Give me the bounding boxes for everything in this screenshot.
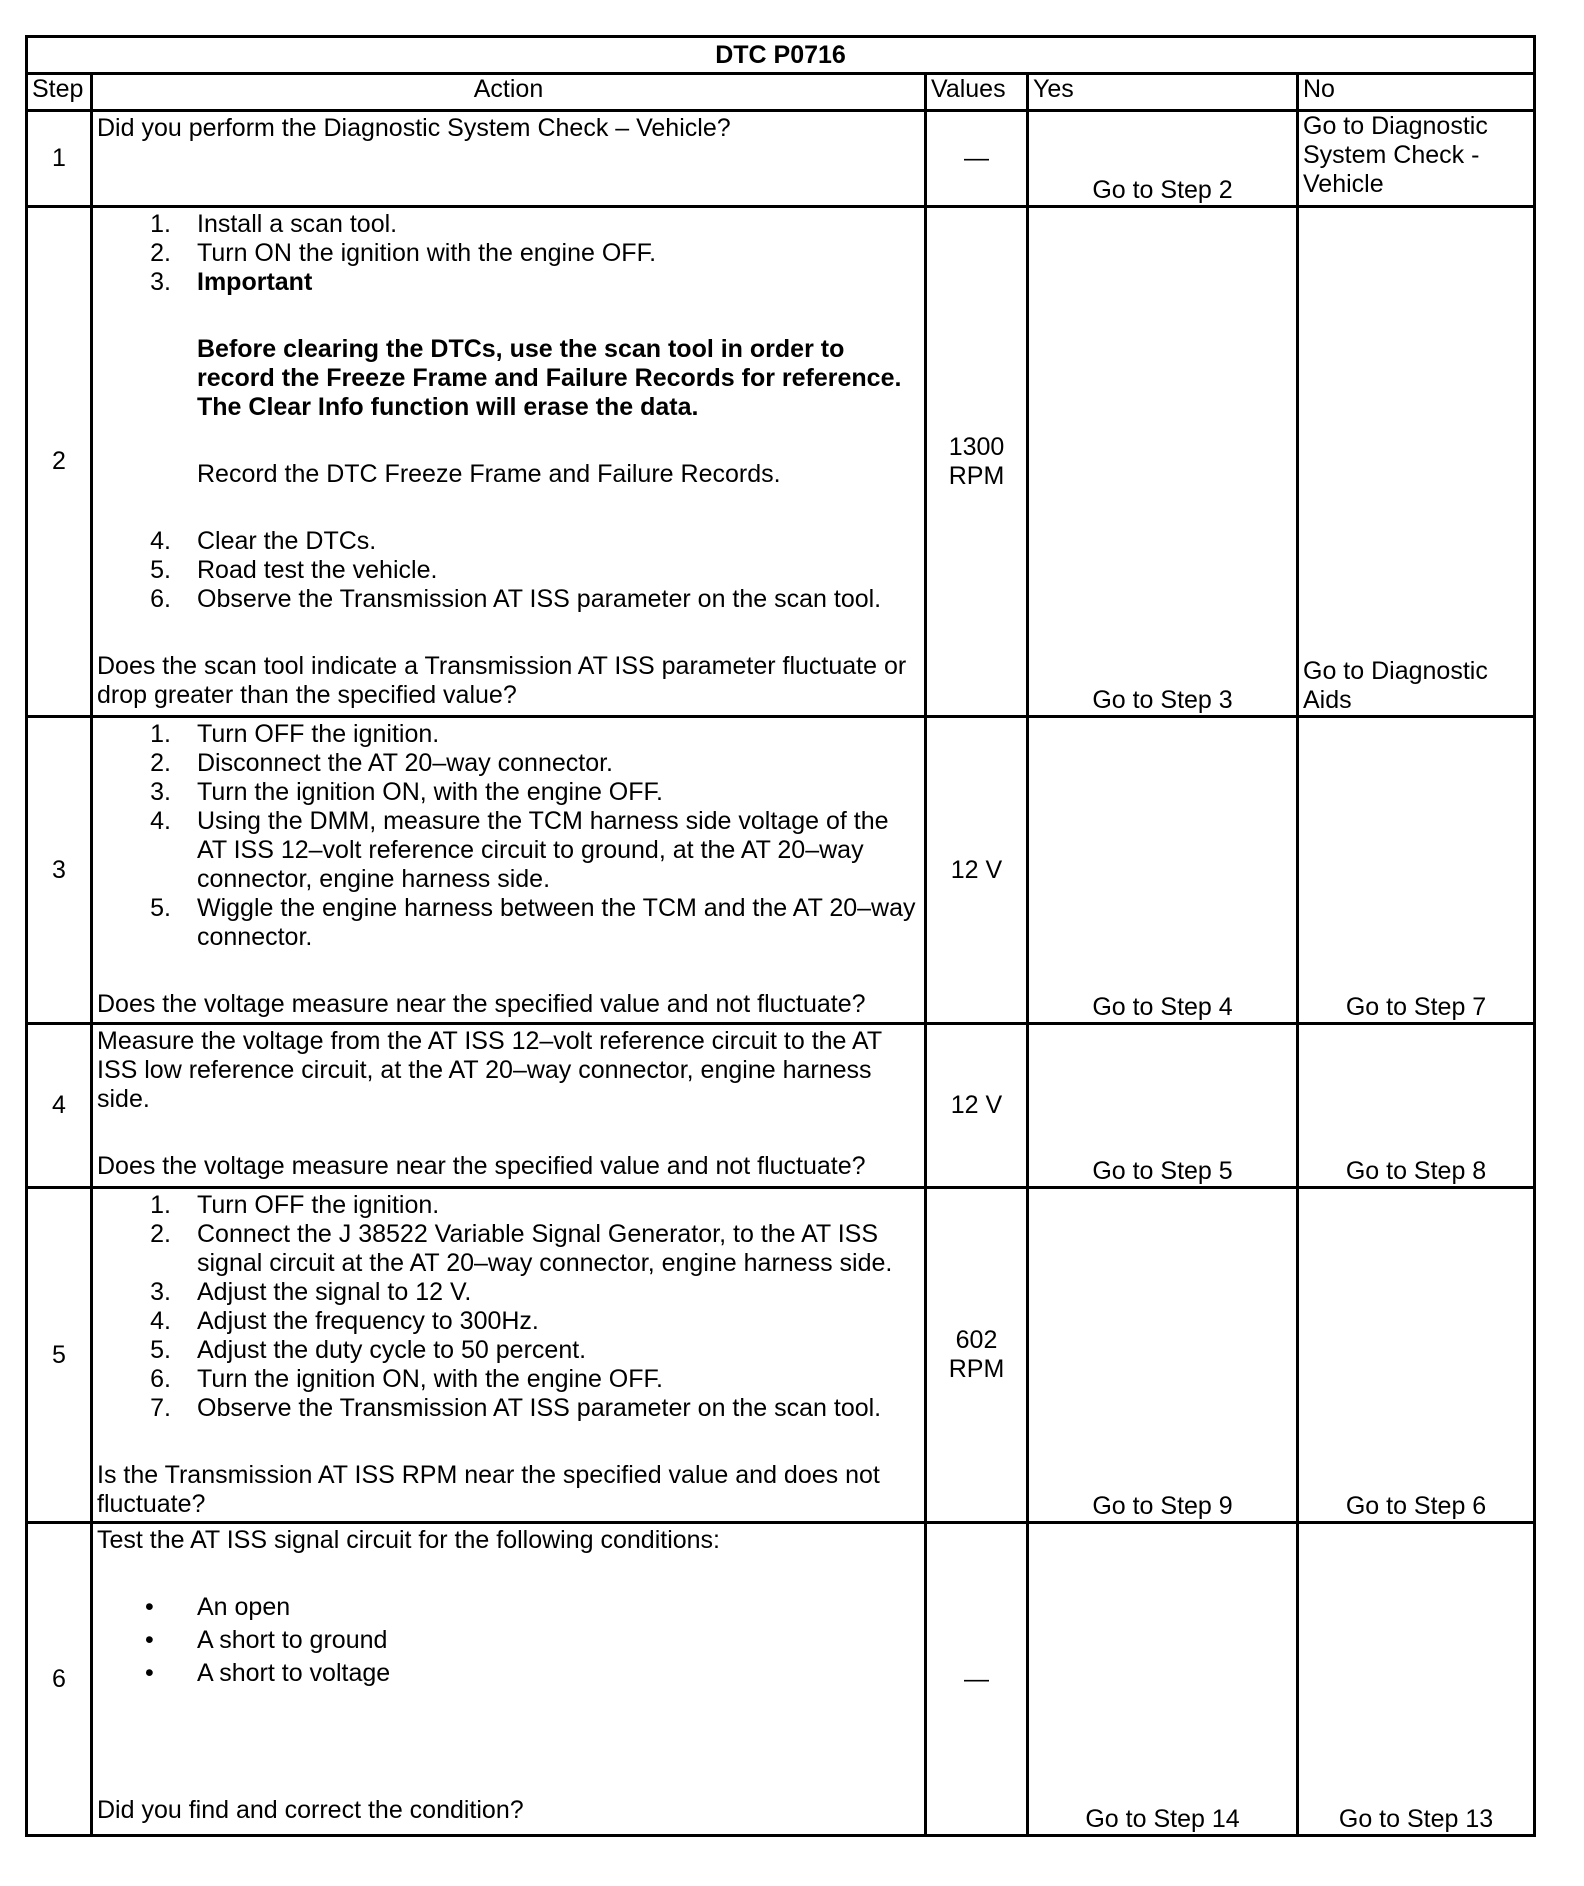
question-text: Does the scan tool indicate a Transmission AT ISS parameter fluctuate or drop greater than the specified value?: [97, 652, 907, 709]
step-number: 1: [27, 111, 92, 207]
no-link[interactable]: Go to Step 7: [1298, 717, 1535, 1024]
question-text: Does the voltage measure near the specified value and not fluctuate?: [97, 1152, 866, 1180]
step-number: 5: [27, 1188, 92, 1523]
list-item: 2. Turn ON the ignition with the engine OFF.: [150, 239, 657, 267]
list-item: 7. Observe the Transmission AT ISS parameter on the scan tool.: [150, 1394, 882, 1422]
table-row: [27, 1024, 1535, 1188]
value-cell: 12 V: [926, 1024, 1028, 1188]
step-number: 4: [27, 1024, 92, 1188]
action-steps: [97, 720, 920, 952]
table-row: [27, 717, 1535, 1024]
condition-list: [97, 1593, 920, 1688]
list-item: 6. Turn the ignition ON, with the engine OFF.: [150, 1365, 663, 1393]
value-cell: —: [926, 111, 1028, 207]
yes-link[interactable]: Go to Step 2: [1028, 111, 1298, 207]
action-steps: [97, 210, 920, 489]
no-link[interactable]: Go to Step 13: [1298, 1523, 1535, 1836]
value-cell: —: [926, 1523, 1028, 1836]
action-cell: [92, 1188, 926, 1523]
table-row: [27, 1523, 1535, 1836]
step-number: 6: [27, 1523, 92, 1836]
list-item: 3. Turn the ignition ON, with the engine OFF.: [150, 778, 663, 806]
table-row: [27, 111, 1535, 207]
header-step: Step: [27, 74, 92, 111]
yes-link[interactable]: Go to Step 3: [1028, 207, 1298, 717]
yes-link[interactable]: Go to Step 9: [1028, 1188, 1298, 1523]
value-cell: 602 RPM: [926, 1188, 1028, 1523]
question-text: Did you find and correct the condition?: [97, 1796, 524, 1824]
step-number: 3: [27, 717, 92, 1024]
action-text: Measure the voltage from the AT ISS 12–volt reference circuit to the AT ISS low reference circuit, at the AT 20–way connector, engine harness side.: [97, 1027, 882, 1113]
header-row: [27, 74, 1535, 111]
list-item: 1. Install a scan tool.: [150, 210, 398, 238]
action-cell: [92, 1523, 926, 1836]
yes-link[interactable]: Go to Step 5: [1028, 1024, 1298, 1188]
value-cell: 12 V: [926, 717, 1028, 1024]
table-title: DTC P0716: [27, 37, 1535, 74]
action-text: Test the AT ISS signal circuit for the following conditions:: [97, 1526, 720, 1554]
no-link[interactable]: Go to Step 8: [1298, 1024, 1535, 1188]
list-item: • A short to voltage: [145, 1659, 391, 1687]
no-link[interactable]: Go to Diagnostic Aids: [1298, 207, 1535, 717]
table-row: [27, 207, 1535, 717]
step-number: 2: [27, 207, 92, 717]
list-item: 5. Wiggle the engine harness between the TCM and the AT 20–way connector.: [150, 894, 916, 951]
no-link[interactable]: Go to Diagnostic System Check - Vehicle: [1298, 111, 1535, 207]
list-item: • An open: [145, 1593, 291, 1621]
yes-link[interactable]: Go to Step 14: [1028, 1523, 1298, 1836]
yes-link[interactable]: Go to Step 4: [1028, 717, 1298, 1024]
record-note: Record the DTC Freeze Frame and Failure Records.: [197, 460, 781, 488]
header-no: No: [1298, 74, 1535, 111]
list-item: 1. Turn OFF the ignition.: [150, 1191, 440, 1219]
action-steps: [97, 527, 920, 614]
list-item: 5. Adjust the duty cycle to 50 percent.: [150, 1336, 587, 1364]
question-text: Is the Transmission AT ISS RPM near the specified value and does not fluctuate?: [97, 1461, 880, 1518]
table-row: [27, 1188, 1535, 1523]
list-item: 4. Using the DMM, measure the TCM harness side voltage of the AT ISS 12–volt reference circuit to ground, at the AT 20–way connector, engine harness side.: [150, 807, 889, 893]
list-item: 1. Turn OFF the ignition.: [150, 720, 440, 748]
value-cell: 1300 RPM: [926, 207, 1028, 717]
dtc-table: [25, 35, 1536, 1837]
question-text: Does the voltage measure near the specified value and not fluctuate?: [97, 990, 866, 1018]
important-note: Before clearing the DTCs, use the scan tool in order to record the Freeze Frame and Failure Records for reference. The Clear Info function will erase the data.: [197, 335, 902, 421]
list-item: 5. Road test the vehicle.: [150, 556, 438, 584]
action-cell: [92, 1024, 926, 1188]
action-steps: [97, 1191, 920, 1423]
header-action: Action: [92, 74, 926, 111]
header-yes: Yes: [1028, 74, 1298, 111]
action-text: Did you perform the Diagnostic System Check – Vehicle?: [92, 111, 926, 207]
list-item: 3. Important Before clearing the DTCs, use the scan tool in order to record the Freeze Frame and Failure Records for reference. The Clear Info function will erase the data. Record the DTC Freeze Frame and Failure Records.: [197, 268, 920, 489]
list-item: 4. Clear the DTCs.: [150, 527, 377, 555]
action-cell: [92, 717, 926, 1024]
header-values: Values: [926, 74, 1028, 111]
list-item: 2. Disconnect the AT 20–way connector.: [150, 749, 613, 777]
action-cell: [92, 207, 926, 717]
no-link[interactable]: Go to Step 6: [1298, 1188, 1535, 1523]
list-item: • A short to ground: [145, 1626, 388, 1654]
list-item: 2. Connect the J 38522 Variable Signal Generator, to the AT ISS signal circuit at the AT 20–way connector, engine harness side.: [150, 1220, 893, 1277]
list-item: 6. Observe the Transmission AT ISS parameter on the scan tool.: [150, 585, 882, 613]
list-item: 4. Adjust the frequency to 300Hz.: [150, 1307, 539, 1335]
list-item: 3. Adjust the signal to 12 V.: [150, 1278, 472, 1306]
